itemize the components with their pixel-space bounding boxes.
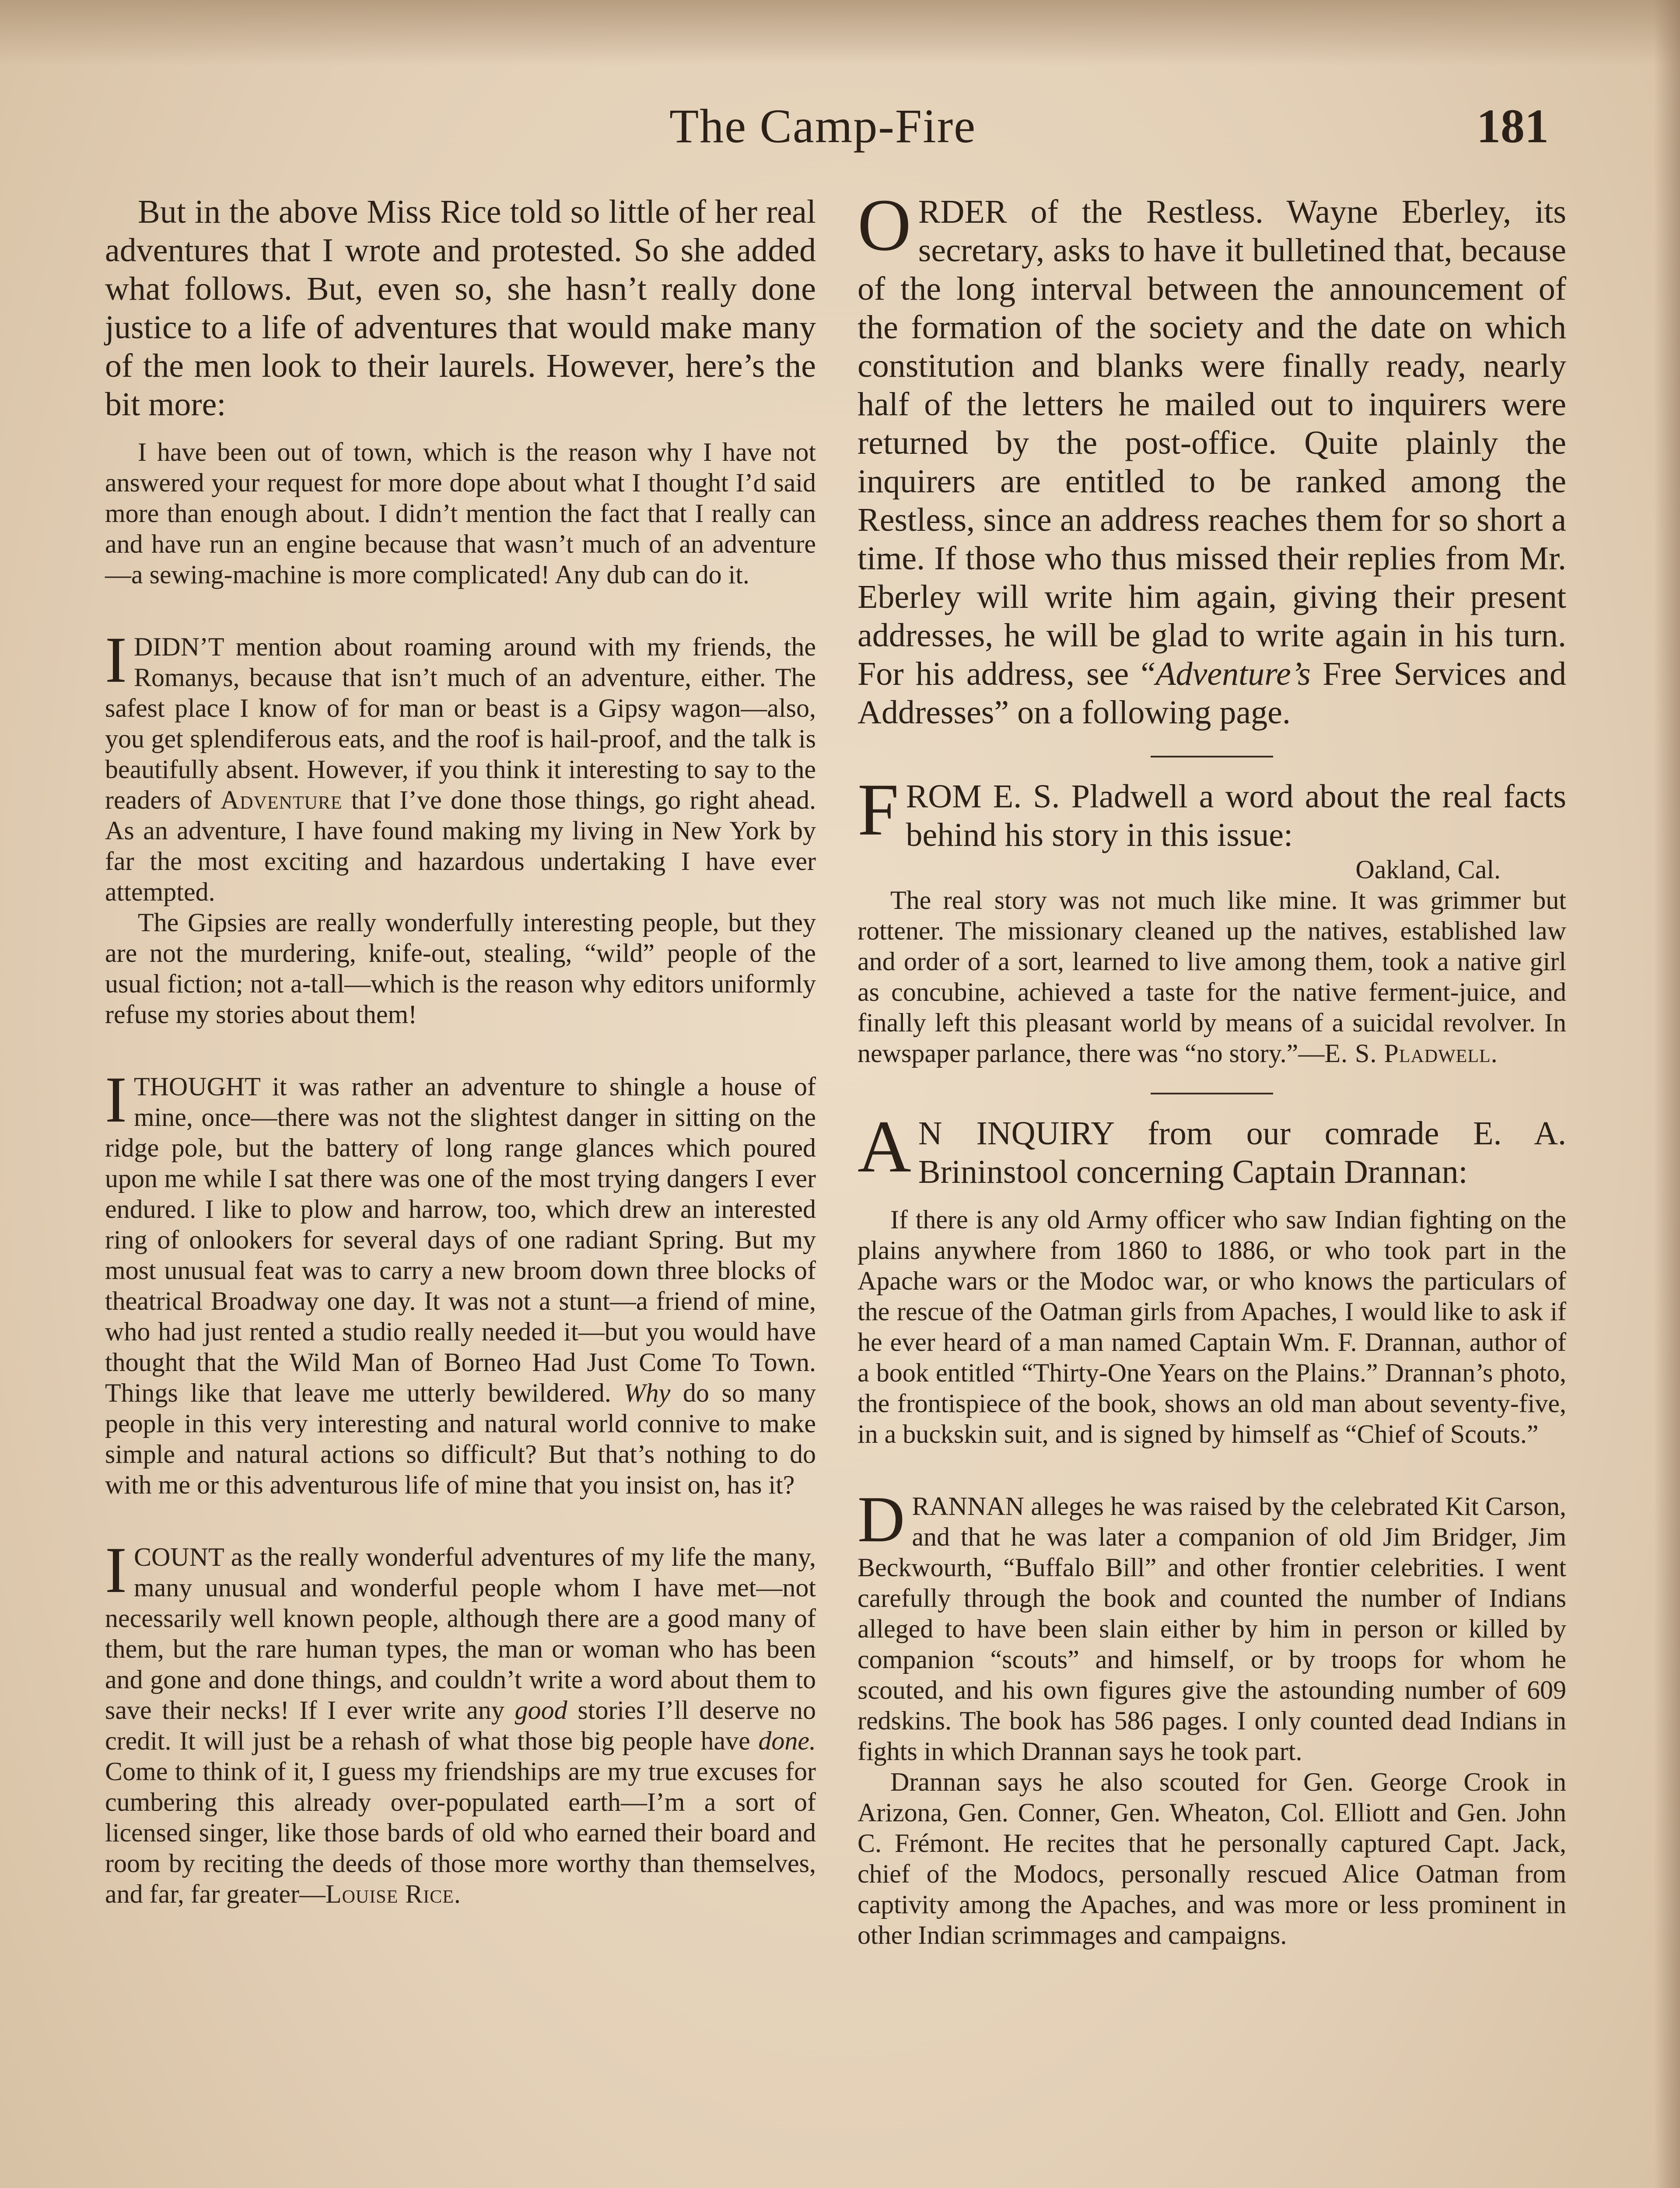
drop-cap: I: [105, 624, 127, 696]
gipsies-paragraph: The Gipsies are really wonderfully interesting people, but they are not the murdering, knife-out, stealing, “wild” people of the usual fiction; not a-tall—which is the reason why editors uniformly refuse my stories about them!: [105, 908, 816, 1029]
intro-paragraph: But in the above Miss Rice told so little of her real adventures that I wrote and protested. So she added what follows. But, even so, she hasn’t really done justice to a life of adventures that would make many of the men look to their laurels. However, here’s the bit more:: [105, 193, 816, 423]
dateline: Oakland, Cal.: [1355, 855, 1501, 884]
emphasis: Why: [623, 1378, 671, 1407]
quote-paragraph-engine: I have been out of town, which is the reason why I have not answered your request for more dope about what I thought I’d said more than enough about. I didn’t mention the fact that I really can and have run an engine because that wasn’t much of an adventure—a sewing-machine is more complicated! Any dub can do it.: [105, 438, 816, 589]
order-of-restless-paragraph: ORDER of the Restless. Wayne Eberley, its secretary, asks to have it bulletined that, because of the long interval between the announcement of the formation of the society and the date on which constitution and blanks were finally ready, nearly half of the letters he mailed out to inquirers were returned by the post-office. Quite plainly the inquirers are entitled to be ranked among the Restless, since an address reaches them for so short a time. If those who thus missed their replies from Mr. Eberley will write him again, giving their present addresses, he will be glad to write again in his turn. For his address, see “Adventure’s Free Services and Addresses” on a following page.: [858, 184, 1566, 731]
section-drannan: [858, 1483, 1566, 1950]
pladwell-quote: The real story was not much like mine. It was grimmer but rottener. The missionary cleaned up the natives, established law and order of a sort, learned to live among them, took a native girl as concubine, achieved a taste for the native ferment-juice, and finally left this pleasant world by means of a suicidal revolver. In newspaper parlance, there was “no story.”—E. S. Pladwell.: [858, 886, 1566, 1068]
running-title: The Camp-Fire: [669, 99, 976, 153]
section-count-text: I COUNT as the really wonderful adventures of my life the many, many unusual and wonderful people whom I have met—not necessarily well known people, although there are a good many of them, but the rare human types, the man or woman who has been and gone and done things, and couldn’t write a word about them to save their necks! If I ever write any good stories I’ll deserve no credit. It will just be a rehash of what those big people have done. Come to think of it, I guess my friendships are my true excuses for cumbering this already over-populated earth—I’m a sort of licensed singer, like those bards of old who earned their board and room by reciting the deeds of those more worthy than themselves, and far, far greater—Louise Rice.: [105, 1534, 816, 1908]
lead-in: THOUGHT: [133, 1072, 260, 1101]
section-divider: [1151, 1093, 1273, 1094]
left-column: [105, 193, 816, 1909]
page-edge-shadow-top: [0, 0, 1680, 66]
drop-cap: I: [105, 1534, 127, 1606]
section-romanys-text: I DIDN’T mention about roaming around with my friends, the Romanys, because that isn’t much of an adventure, either. The safest place I know of for man or beast is a Gipsy wagon—also, you get splendiferous eats, and the roof is hail-proof, and the talk is beautifully absent. However, if you think it interesting to say to the readers of Adventure that I’ve done those things, go right ahead. As an adventure, I have found making my living in New York by far the most exciting and hazardous undertaking I have ever attempted.: [105, 624, 816, 906]
page-number: 181: [1477, 99, 1549, 153]
emphasis: good: [514, 1696, 567, 1725]
inquiry-quote: If there is any old Army officer who saw Indian fighting on the plains anywhere from 1860 to 1886, or who took part in the Apache wars or the Modoc war, or who knows the particulars of the rescue of the Oatman girls from Apaches, I would like to ask if he ever heard of a man named Captain Wm. F. Drannan, author of a book entitled “Thirty-One Years on the Plains.” Drannan’s photo, the frontispiece of the book, shows an old man about seventy-five, in a buckskin suit, and is signed by himself as “Chief of Scouts.”: [858, 1205, 1566, 1448]
pladwell-intro: FROM E. S. Pladwell a word about the real facts behind his story in this issue:: [858, 768, 1566, 853]
section-romanys: [105, 624, 816, 1030]
signature: E. S. Pladwell.: [1324, 1039, 1498, 1068]
section-shingle: [105, 1063, 816, 1500]
emphasis: done.: [758, 1726, 816, 1755]
signature: Louise Rice.: [325, 1879, 461, 1908]
drannan-paragraph-2: Drannan says he also scouted for Gen. George Crook in Arizona, Gen. Conner, Gen. Wheaton, Col. Elliott and Gen. John C. Frémont. He recites that he personally captured Capt. Jack, chief of the Modocs, personally rescued Alice Oatman from captivity among the Apaches, and was more or less prominent in other Indian scrimmages and campaigns.: [858, 1767, 1566, 1950]
drop-cap: F: [858, 768, 899, 851]
section-count: [105, 1534, 816, 1909]
section-shingle-text: I THOUGHT it was rather an adventure to shingle a house of mine, once—there was not the slightest danger in sitting on the ridge pole, but the battery of long range glances which poured upon me while I sat there was one of the most trying dangers I ever endured. I like to plow and harrow, too, which drew an interested ring of onlookers for several days of one radiant Spring. But my most unusual feat was to carry a new broom down three blocks of theatrical Broadway one day. It was not a stunt—a friend of mine, who had just rented a studio really needed it—but you would have thought that the Wild Man of Borneo Had Just Come To Town. Things like that leave me utterly bewildered. Why do so many people in this very interesting and natural world connive to make simple and natural actions so difficult? But that’s nothing to do with me or this adventurous life of mine that you insist on, has it?: [105, 1063, 816, 1499]
drop-cap: A: [858, 1105, 911, 1188]
lead-in: DIDN’T: [133, 632, 224, 661]
drop-cap: D: [858, 1483, 905, 1556]
right-column: [858, 184, 1566, 1950]
page-header: [0, 98, 1680, 164]
section-divider: [1151, 756, 1273, 757]
drop-cap: I: [105, 1063, 127, 1136]
lead-in: COUNT: [133, 1543, 224, 1571]
drannan-paragraph: DRANNAN alleges he was raised by the celebrated Kit Carson, and that he was later a companion of old Jim Bridger, Jim Beckwourth, “Buffalo Bill” and other frontier celebrities. I went carefully through the book and counted the number of Indians alleged to have been slain either by him in person or killed by companion “scouts” and himself, or by troops for whom he scouted, and his own figures give the astounding number of 609 redskins. The book has 586 pages. I only counted dead Indians in fights in which Drannan says he took part.: [858, 1483, 1566, 1766]
magazine-name: Adventure: [220, 785, 343, 814]
emphasis: Adventure’s: [1155, 656, 1311, 692]
drop-cap: O: [858, 184, 911, 266]
page-edge-shadow-right: [1654, 0, 1680, 2188]
inquiry-intro: A N INQUIRY from our comrade E. A. Brininstool concerning Captain Drannan:: [858, 1105, 1566, 1190]
